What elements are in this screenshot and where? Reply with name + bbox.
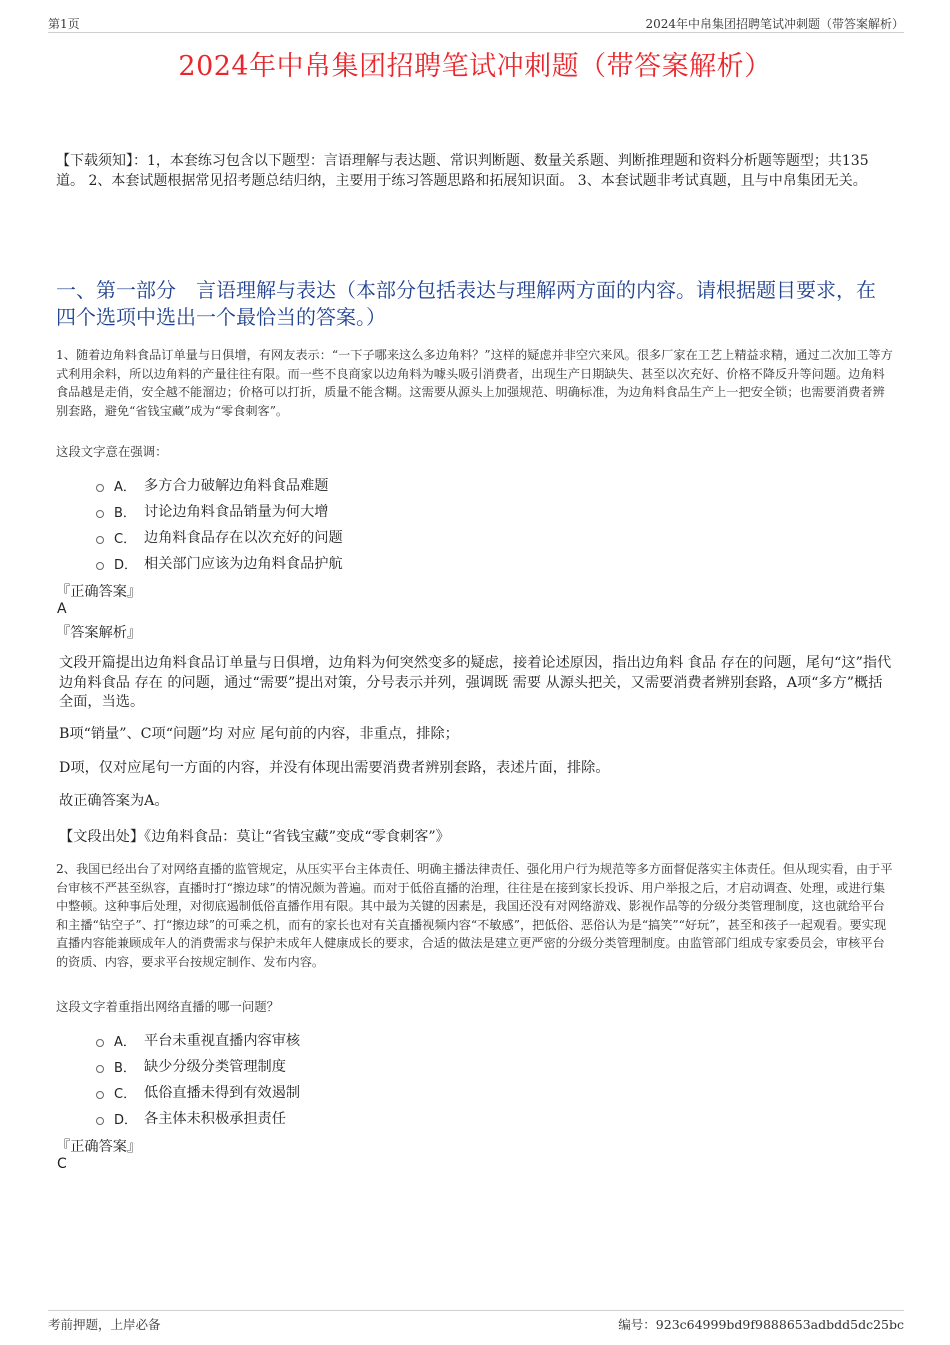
- option-c[interactable]: C． 低俗直播未得到有效遏制: [96, 1079, 300, 1105]
- question-2-passage: 2、我国已经出台了对网络直播的监管规定，从压实平台主体责任、明确主播法律责任、强化用户行为规范等多方面督促落实主体责任。但从现实看，由于平台审核不严甚至纵容，直播时打“擦边球”的情况颇为普遍。而对于低俗直播的治理，往往是在接到家长投诉、用户举报之后，才启动调查、处理，或进行集中整顿。这种事后处理，对彻底遏制低俗直播作用有限。其中最为关键的因素是，我国还没有对网络游戏、影视作品等的分级分类管理制度，这也就给平台和主播“钻空子”、打“擦边球”的可乘之机，而有的家长也对有关直播视频内容“不敏感”，把低俗、恶俗认为是“搞笑”“好玩”，甚至和孩子一起观看。要实现直播内容能兼顾成年人的消费需求与保护未成年人健康成长的要求，合适的做法是建立更严密的分级分类管理制度。由监管部门组成专家委员会，审核平台的资质、内容，要求平台按规定制作、发布内容。: [56, 862, 893, 969]
- option-c[interactable]: C． 边角料食品存在以次充好的问题: [96, 524, 343, 550]
- radio-icon[interactable]: [96, 1117, 104, 1125]
- option-text: 缺少分级分类管理制度: [144, 1059, 286, 1075]
- option-text: 相关部门应该为边角料食品护航: [144, 556, 343, 572]
- answer-value: C: [57, 1156, 67, 1172]
- option-d[interactable]: D． 相关部门应该为边角料食品护航: [96, 550, 343, 576]
- radio-icon[interactable]: [96, 536, 104, 544]
- header-doc-name: 2024年中帛集团招聘笔试冲刺题（带答案解析）: [645, 17, 904, 31]
- question-2-stem: 这段文字着重指出网络直播的哪一问题？: [56, 999, 280, 1014]
- analysis-paragraph-3: D项，仅对应尾句一方面的内容，并没有体现出需要消费者辨别套路，表述片面，排除。: [59, 760, 610, 776]
- download-notice: 【下载须知】：1，本套练习包含以下题型：言语理解与表达题、常识判断题、数量关系题、判断推理题和资料分析题等题型；共135道。 2、本套试题根据常见招考题总结归纳，主要用于练习答题思路和拓展知识面。 3、本套试题非考试真题，且与中帛集团无关。: [56, 153, 869, 189]
- footer-code: 编号：923c64999bd9f9888653adbdd5dc25bc: [618, 1317, 904, 1332]
- radio-icon[interactable]: [96, 1039, 104, 1047]
- answer-value: A: [57, 601, 67, 617]
- option-a[interactable]: A． 平台未重视直播内容审核: [96, 1027, 300, 1053]
- question-1-options: [96, 472, 343, 576]
- page-footer: [48, 1310, 904, 1335]
- option-b[interactable]: B． 讨论边角料食品销量为何大增: [96, 498, 343, 524]
- option-text: 边角料食品存在以次充好的问题: [144, 530, 343, 546]
- radio-icon[interactable]: [96, 562, 104, 570]
- option-text: 各主体未积极承担责任: [144, 1111, 286, 1127]
- answer-label: 『正确答案』: [56, 1139, 142, 1155]
- analysis-paragraph-1: 文段开篇提出边角料食品订单量与日俱增，边角料为何突然变多的疑虑，接着论述原因，指出边角料 食品 存在的问题，尾句“这”指代边角料食品 存在 的问题，通过“需要”提出对策，分号表示并列，强调既 需要 从源头把关，又需要消费者辨别套路，A项“多方”概括全面，当选。: [59, 655, 892, 710]
- radio-icon[interactable]: [96, 484, 104, 492]
- question-2-options: [96, 1027, 300, 1131]
- analysis-label: 『答案解析』: [56, 625, 142, 641]
- footer-slogan: 考前押题，上岸必备: [48, 1317, 161, 1332]
- section-heading: 一、第一部分 言语理解与表达（本部分包括表达与理解两方面的内容。请根据题目要求，在四个选项中选出一个最恰当的答案。）: [56, 278, 876, 329]
- radio-icon[interactable]: [96, 1091, 104, 1099]
- option-b[interactable]: B． 缺少分级分类管理制度: [96, 1053, 300, 1079]
- option-text: 讨论边角料食品销量为何大增: [144, 504, 329, 520]
- option-text: 多方合力破解边角料食品难题: [144, 478, 329, 494]
- question-1-stem: 这段文字意在强调：: [56, 444, 168, 459]
- radio-icon[interactable]: [96, 510, 104, 518]
- question-1-passage: 1、随着边角料食品订单量与日俱增，有网友表示：“一下子哪来这么多边角料？”这样的疑虑并非空穴来风。很多厂家在工艺上精益求精，通过二次加工等方式利用余料，所以边角料的产量往往有限。而一些不良商家以边角料为噱头吸引消费者，出现生产日期缺失、甚至以次充好、价格不降反升等问题。边角料食品越是走俏，安全越不能溜边；价格可以打折，质量不能含糊。这需要从源头上加强规范、明确标准，为边角料食品生产上一把安全锁；也需要消费者辨别套路，避免“省钱宝藏”成为“零食刺客”。: [56, 348, 893, 418]
- option-d[interactable]: D． 各主体未积极承担责任: [96, 1105, 300, 1131]
- passage-source: 【文段出处】《边角料食品：莫让“省钱宝藏”变成“零食刺客”》: [59, 829, 450, 845]
- page-header: [48, 12, 904, 33]
- page-number: 第1页: [48, 17, 80, 31]
- analysis-paragraph-2: B项“销量”、C项“问题”均 对应 尾句前的内容，非重点，排除；: [59, 726, 459, 742]
- analysis-paragraph-4: 故正确答案为A。: [59, 793, 169, 809]
- document-title: 2024年中帛集团招聘笔试冲刺题（带答案解析）: [178, 51, 772, 82]
- option-text: 低俗直播未得到有效遏制: [144, 1085, 301, 1101]
- option-a[interactable]: A． 多方合力破解边角料食品难题: [96, 472, 343, 498]
- radio-icon[interactable]: [96, 1065, 104, 1073]
- option-text: 平台未重视直播内容审核: [144, 1033, 301, 1049]
- answer-label: 『正确答案』: [56, 584, 142, 600]
